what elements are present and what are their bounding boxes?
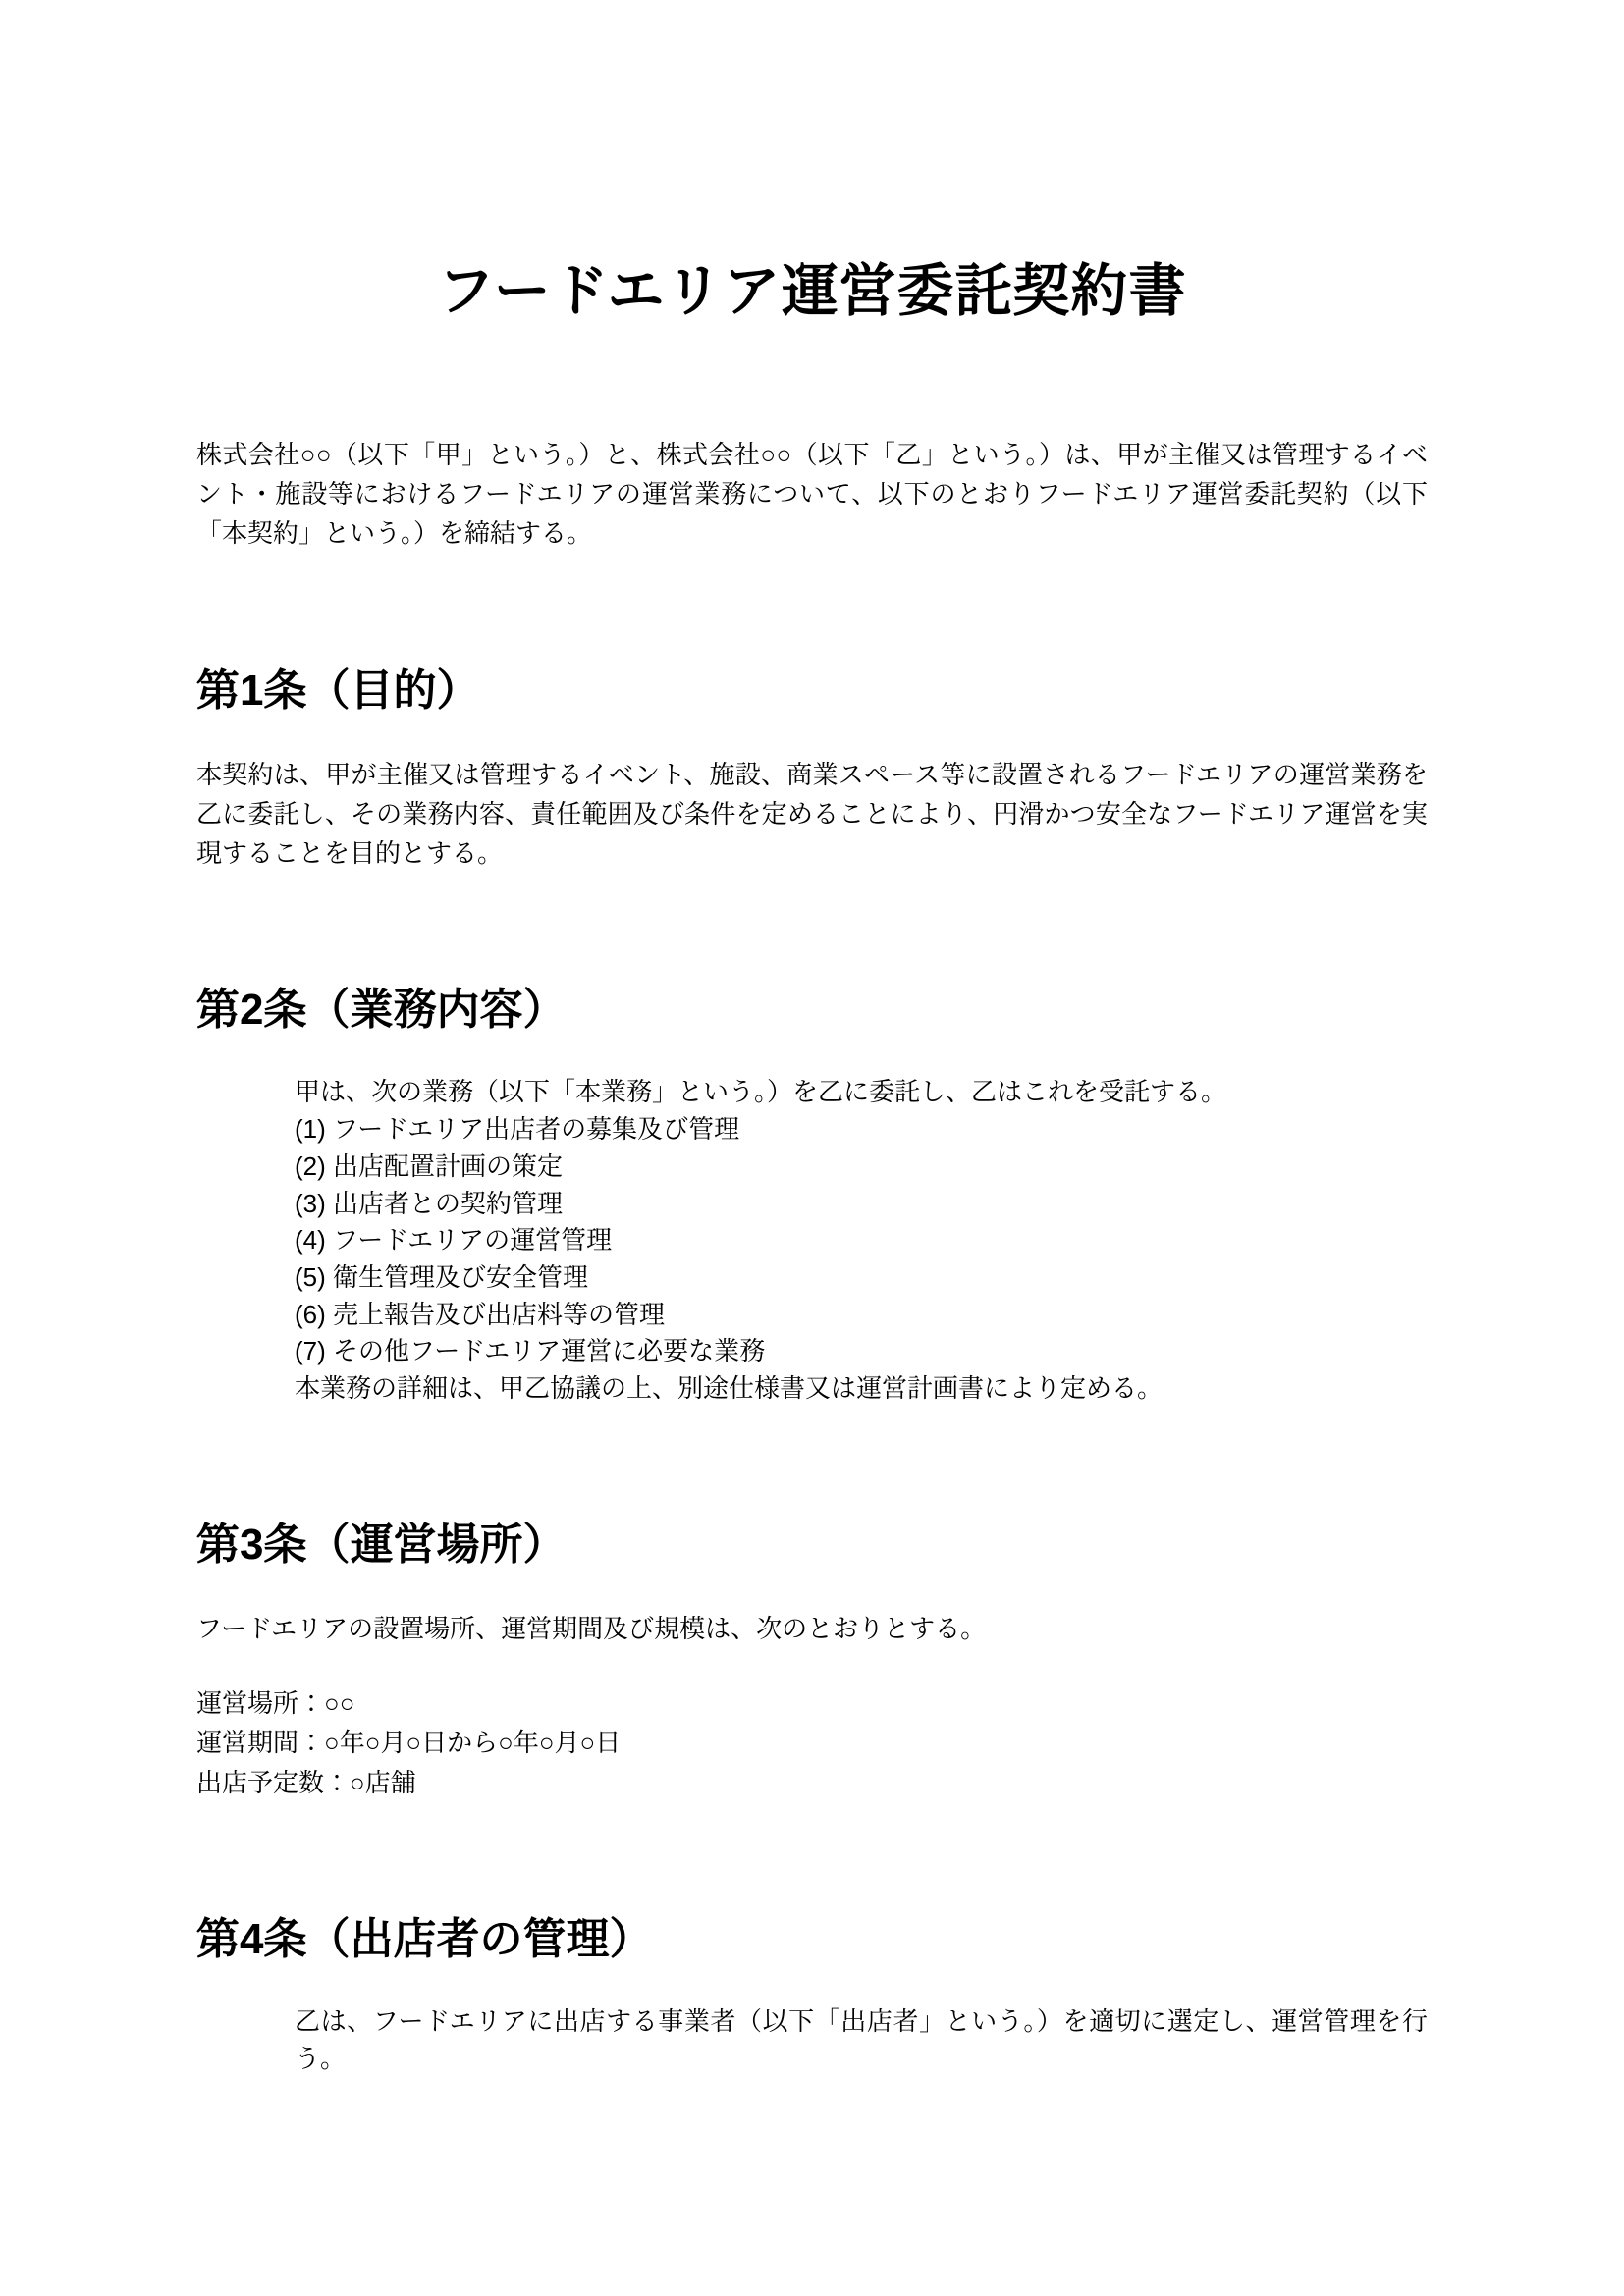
detail-line-store-count: 出店予定数：○店舗 — [196, 1767, 416, 1797]
list-item: (3) 出店者との契約管理 — [295, 1188, 564, 1218]
article-3-heading: 第3条（運営場所） — [196, 1520, 567, 1569]
article-1-body: 本契約は、甲が主催又は管理するイベント、施設、商業スペース等に設置されるフードエリアの運営業務を乙に委託し、その業務内容、責任範囲及び条件を定めることにより、円滑かつ安全なフードエリア運営を実現することを目的とする。 — [196, 759, 1428, 869]
article-4-heading: 第4条（出店者の管理） — [196, 1914, 653, 1963]
list-item: (1) フードエリア出店者の募集及び管理 — [295, 1114, 740, 1145]
list-item: (6) 売上報告及び出店料等の管理 — [295, 1299, 666, 1329]
article-3 — [196, 1518, 1428, 1802]
document-title: フードエリア運営委託契約書 — [437, 259, 1187, 323]
article-1-heading: 第1条（目的） — [196, 666, 480, 715]
article-2-lead: 甲は、次の業務（以下「本業務」という。）を乙に委託し、乙はこれを受託する。 — [295, 1077, 1227, 1107]
list-item: (7) その他フードエリア運営に必要な業務 — [295, 1336, 766, 1366]
work-items-list — [295, 1111, 1428, 1370]
article-3-body: フードエリアの設置場所、運営期間及び規模は、次のとおりとする。 — [196, 1613, 987, 1643]
article-4-indent-block — [295, 2003, 1428, 2077]
operation-details — [196, 1683, 1428, 1802]
detail-line-period: 運営期間：○年○月○日から○年○月○日 — [196, 1728, 622, 1758]
article-4 — [196, 1912, 1428, 2077]
list-item: (2) 出店配置計画の策定 — [295, 1150, 564, 1181]
list-item: (4) フードエリアの運営管理 — [295, 1225, 613, 1255]
detail-line-location: 運営場所：○○ — [196, 1687, 355, 1718]
article-1 — [196, 664, 1428, 874]
list-item: (5) 衛生管理及び安全管理 — [295, 1261, 589, 1292]
article-2-indent-block — [295, 1074, 1428, 1407]
article-2-heading: 第2条（業務内容） — [196, 986, 567, 1035]
intro-paragraph: 株式会社○○（以下「甲」という。）と、株式会社○○（以下「乙」という。）は、甲が主催又は管理するイベント・施設等におけるフードエリアの運営業務について、以下のとおりフードエリア運営委託契約（以下「本契約」という。）を締結する。 — [196, 439, 1428, 549]
article-4-lead: 乙は、フードエリアに出店する事業者（以下「出店者」という。）を適切に選定し、運営管理を行う。 — [295, 2005, 1428, 2073]
article-2-note: 本業務の詳細は、甲乙協議の上、別途仕様書又は運営計画書により定める。 — [295, 1372, 1164, 1403]
article-2 — [196, 983, 1428, 1407]
